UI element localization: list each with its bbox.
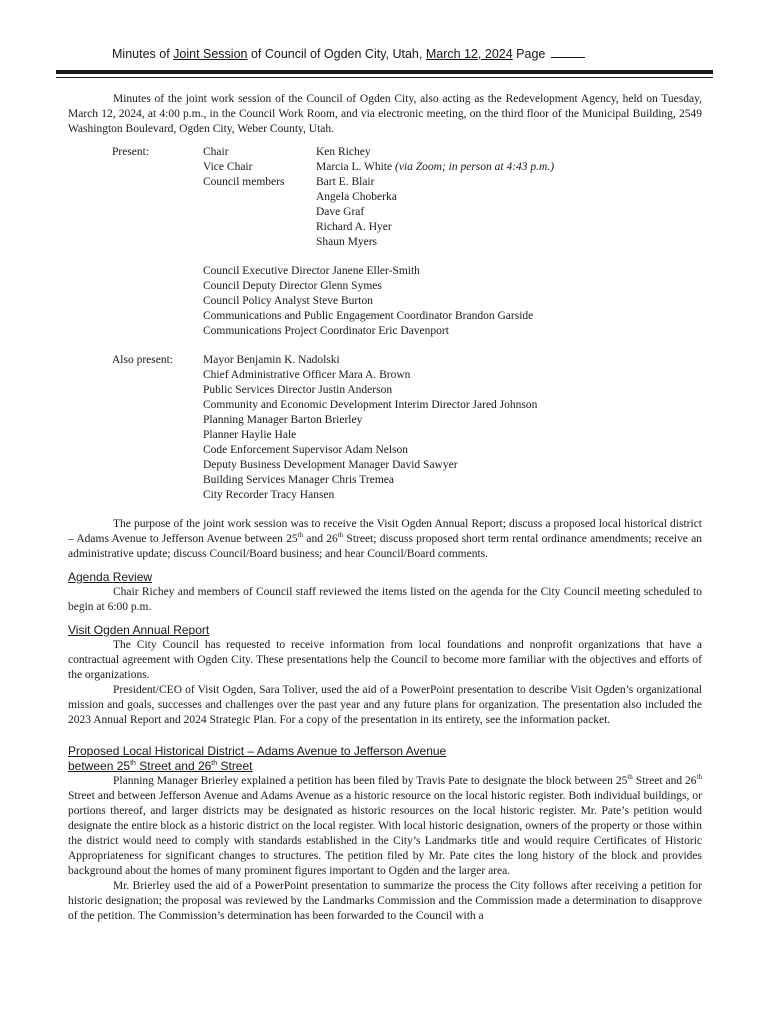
attendee: Planner Haylie Hale [203, 429, 297, 441]
present-label: Present: [112, 146, 150, 158]
historic-paragraph-1: Planning Manager Brierley explained a petition has been filed by Travis Pate to designate the block between 25th Street and 26th Street and between Jefferson Avenue and Adams Avenue as a historic resource on the local historic register. Both individual buildings, or portions thereof, and larger districts may be designated as historic resources on the local historic register. Mr. Pate’s petition would designate the entire block as a historic district on the local register. With local historic designation, owners of the property or those within the district would need to comply with standards established in the City’s Landmarks title and would require Certificates of Historic Appropriateness for significant changes to structures. The petition filed by Mr. Pate cites the long history of the block and provides background about the homes of many prominent figures important to Ogden and the larger area. [68, 773, 703, 877]
member-name-vice-chair: Marcia L. White (via Zoom; in person at 4:43 p.m.) [316, 161, 555, 173]
member-name: Shaun Myers [316, 236, 378, 248]
header-rule-thick [56, 70, 713, 74]
page-header [112, 46, 585, 61]
present-names [316, 145, 554, 250]
present-roles [203, 145, 284, 190]
attendee: Chief Administrative Officer Mara A. Brown [203, 369, 411, 381]
visit-ogden-paragraph-1: The City Council has requested to receive information from local foundations and nonprofit organizations that have a contractual agreement with Ogden City. These presentations help the Council to become more familiar with the objectives and efforts of the organizations. [68, 639, 702, 681]
agenda-review-paragraph: Chair Richey and members of Council staff reviewed the items listed on the agenda for the City Council meeting scheduled to begin at 6:00 p.m. [68, 586, 702, 613]
also-present-label: Also present: [112, 354, 174, 366]
visit-ogden-paragraph-2: President/CEO of Visit Ogden, Sara Toliver, used the aid of a PowerPoint presentation to describe Visit Ogden’s organizational mission and goals, successes and challenges over the past year and any future plans for organization. The presentation also included the 2023 Annual Report and 2024 Strategic Plan. For a copy of the presentation in its entirety, see the information packet. [68, 684, 702, 726]
historic-heading-line-1: Proposed Local Historical District – Adams Avenue to Jefferson Avenue [68, 744, 447, 758]
visit-ogden-heading: Visit Ogden Annual Report [68, 623, 210, 637]
header-mid: of Council of Ogden City, Utah, [247, 47, 426, 61]
attendee: Planning Manager Barton Brierley [203, 414, 363, 426]
member-name: Ken Richey [316, 146, 371, 158]
staff-item: Council Policy Analyst Steve Burton [203, 295, 373, 307]
historic-paragraph-2: Mr. Brierley used the aid of a PowerPoint presentation to summarize the process the City follows after receiving a petition for historic designation; the proposal was reviewed by the Landmarks Commission and the Commission made a determination to disapprove of the petition. The Commission’s determination has been forwarded to the Council with a [68, 880, 702, 922]
purpose-paragraph: The purpose of the joint work session was to receive the Visit Ogden Annual Report; discuss a proposed local historical district – Adams Avenue to Jefferson Avenue between 25th and 26th Street; discuss proposed short term rental ordinance amendments; receive an administrative update; discuss Council/Board business; and hear Council/Board comments. [68, 518, 703, 560]
staff-item: Communications and Public Engagement Coordinator Brandon Garside [203, 310, 534, 322]
historic-district-heading [68, 744, 702, 774]
header-prefix: Minutes of [112, 47, 174, 61]
attendee: Code Enforcement Supervisor Adam Nelson [203, 444, 409, 456]
header-page-label: Page [512, 47, 549, 61]
present-section [68, 145, 702, 250]
zoom-note: (via Zoom; in person at 4:43 p.m.) [394, 161, 555, 173]
staff-item: Council Executive Director Janene Eller-Smith [203, 265, 420, 277]
document-body [68, 92, 702, 924]
header-date: March 12, 2024 [425, 47, 513, 61]
attendee: Deputy Business Development Manager David Sawyer [203, 459, 458, 471]
page-number-blank [551, 46, 585, 58]
attendee: City Recorder Tracy Hansen [203, 489, 335, 501]
role-council-members: Council members [203, 176, 285, 188]
historic-heading-line-2: between 25th Street and 26th Street [68, 759, 253, 773]
role-chair: Chair [203, 146, 229, 158]
member-name: Angela Choberka [316, 191, 397, 203]
attendee: Public Services Director Justin Anderson [203, 384, 393, 396]
member-name: Dave Graf [316, 206, 365, 218]
agenda-review-heading: Agenda Review [68, 570, 153, 584]
council-staff-list [203, 264, 702, 339]
header-session: Joint Session [173, 47, 248, 61]
also-present-section [68, 353, 702, 503]
attendee: Mayor Benjamin K. Nadolski [203, 354, 340, 366]
role-vice-chair: Vice Chair [203, 161, 253, 173]
also-present-names [203, 353, 537, 503]
header-rule-thin [56, 77, 713, 78]
member-name: Bart E. Blair [316, 176, 375, 188]
staff-item: Council Deputy Director Glenn Symes [203, 280, 382, 292]
member-name: Richard A. Hyer [316, 221, 392, 233]
intro-paragraph: Minutes of the joint work session of the Council of Ogden City, also acting as the Redevelopment Agency, held on Tuesday, March 12, 2024, at 4:00 p.m., in the Council Work Room, and via electronic meeting, on the third floor of the Municipal Building, 2549 Washington Boulevard, Ogden City, Weber County, Utah. [68, 93, 702, 135]
attendee: Building Services Manager Chris Tremea [203, 474, 395, 486]
attendee: Community and Economic Development Interim Director Jared Johnson [203, 399, 538, 411]
staff-item: Communications Project Coordinator Eric Davenport [203, 325, 449, 337]
